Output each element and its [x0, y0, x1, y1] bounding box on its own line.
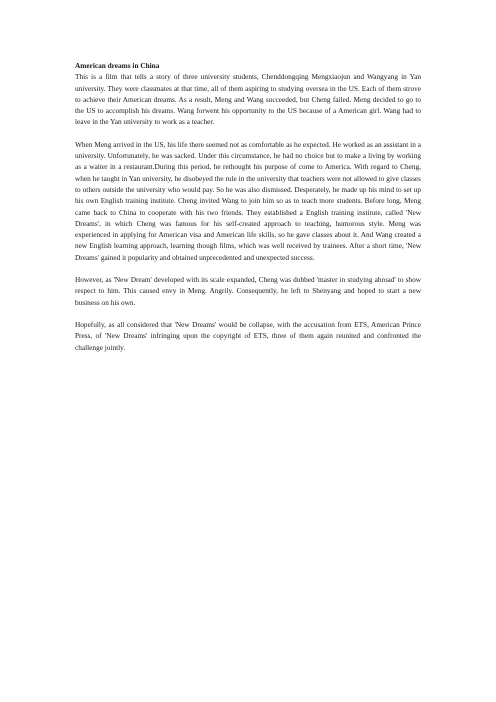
- paragraph-spacer: [75, 128, 421, 139]
- paragraph-3: However, as 'New Dream' developed with its scale expanded, Cheng was dubbed 'master in studying abroad' to show respect to him. This caused envy in Meng. Angrily. Consequently, he left to Shenyang and hoped to start a new business on his own.: [75, 275, 421, 307]
- document-body: [75, 60, 421, 353]
- paragraph-4: Hopefully, as all considered that 'New Dreams' would be collapse, with the accusation from ETS, American Prince Press, of 'New Dreams' infringing upon the copyright of ETS, three of them again reunited and confronted the challenge jointly.: [75, 319, 421, 352]
- paragraph-spacer: [75, 263, 421, 274]
- paragraph-2: When Meng arrived in the US, his life there seemed not as comfortable as he expected. He worked as an assistant in a university. Unfortunately, he was sacked. Under this circumstance, he had no choice but to make a living by working as a waiter in a restaurant.During this period, he rethought his purpose of come to America. With regard to Cheng, when he taught in Yan university, he disobeyed the rule in the university that teachers were not allowed to give classes to others outside the university who would pay. So he was also dismissed. Desperately, he made up his mind to set up his own English training institute. Cheng invited Wang to join him so as to teach more students. Before long, Meng came back to China to cooperate with his two friends. They established a English training institute, called 'New Dreams', in which Cheng was famous for his self-created approach to teaching, humorous style. Meng was experienced in applying for American visa and American life skills, so he gave classes about it. And Wang created a new English learning approach, learning though films, which was well received by trainees. After a short time, 'New Dreams' gained it popularity and obtained unprecedented and unexpected success.: [75, 139, 421, 262]
- paragraph-spacer: [75, 308, 421, 319]
- document-title: American dreams in China: [75, 61, 160, 70]
- paragraph-1: This is a film that tells a story of three university students, Chenddongqing Mengxiaojun and Wangyang in Yan university. They were classmates at that time, all of them aspiring to studying oversea in the US. Each of them strove to achieve their American dreams. As a result, Meng and Wang succeeded, but Cheng failed. Meng decided to go to the US to accomplish his dreams. Wang forwent his opportunity to the US because of a American girl. Wang had to leave in the Yan university to work as a teacher.: [75, 72, 421, 127]
